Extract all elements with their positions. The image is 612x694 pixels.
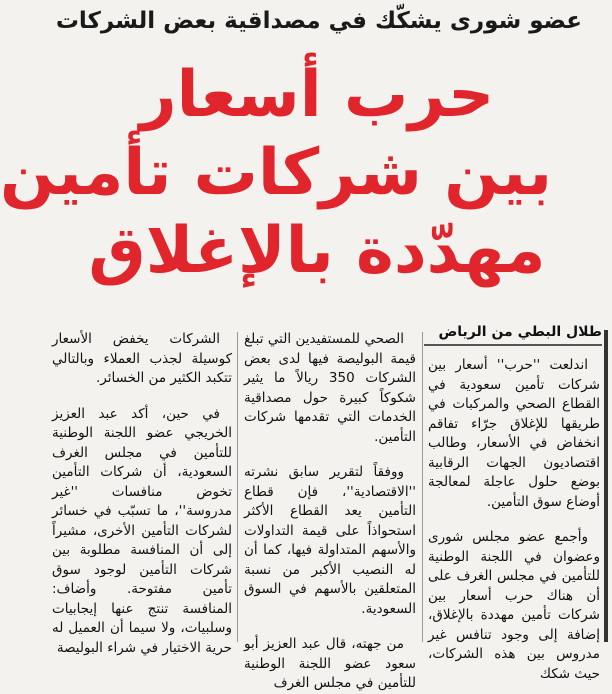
byline: طلال البطي من الرياض [424, 324, 602, 346]
article-column-3 [52, 330, 232, 656]
paragraph: ووفقاً لتقرير سابق نشرته ''الاقتصادية''، فإن قطاع التأمين يعد القطاع الأكثر استحواذاً على قيمة التداولات والأسهم المتداولة فيها، كما أن له النصيب الأكبر من نسبة المتعلقين بالأسهم في السوق السعودية. [244, 464, 416, 617]
headline-line-3: مهدّدة بالإغلاق [88, 214, 546, 288]
article-column-2 [244, 330, 416, 691]
column-divider [237, 332, 238, 642]
paragraph: وأجمع عضو مجلس شورى وعضوان في اللجنة الوطنية للتأمين في مجلس الغرف على أن هناك حرب أسعار بين شركات تأمين مهددة بالإغلاق، إضافة إلى وجود تنافس غير مدروس بين هذه الشركات، حيث شكك [428, 529, 600, 682]
headline [0, 56, 552, 290]
paragraph: الشركات يخفض الأسعار كوسيلة لجذب العملاء وبالتالي تتكبد الكثير من الخسائر. [52, 331, 232, 386]
paragraph: من جهته، قال عبد العزيز أبو سعود عضو اللجنة الوطنية للتأمين في مجلس الغرف [244, 636, 416, 691]
column-divider [422, 332, 423, 642]
paragraph: الصحي للمستفيدين التي تبلغ قيمة البوليصة فيها لدى بعض الشركات 350 ريالاً ما يثير شكوكاً كبيرة حول مصداقية الخدمات التي تقدمها شركات التأمين. [244, 331, 416, 445]
column-rule [604, 330, 608, 642]
paragraph: اندلعت ''حرب'' أسعار بين شركات تأمين سعودية في القطاع الصحي والمركبات في طريقها للإغلاق جرّاء تفاقم انخفاض في الأسعار، وطالب اقتصاديون الجهات الرقابية بوضع حلول عاجلة لمعالجة أوضاع سوق التأمين. [428, 357, 600, 510]
paragraph: في حين، أكد عبد العزيز الخريجي عضو اللجنة الوطنية للتأمين في مجلس الغرف السعودية، أن شركات التأمين تخوض منافسات ''غير مدروسة''، ما تسبّب في خسائر لشركات التأمين الأخرى، مشيراً إلى أن المنافسة مطلوبة بين شركات التأمين لوجود سوق تأمين مفتوحة. وأضاف: المنافسة تنتج عنها إيجابيات وسلبيات، ولا سيما أن العميل له حرية الاختيار في شراء البوليصة [52, 405, 232, 656]
article-column-1 [428, 356, 600, 682]
headline-line-1: حرب أسعار [139, 58, 495, 132]
headline-line-2: بين شركات تأمين [0, 136, 552, 210]
kicker: عضو شورى يشكّك في مصداقية بعض الشركات [55, 8, 582, 34]
